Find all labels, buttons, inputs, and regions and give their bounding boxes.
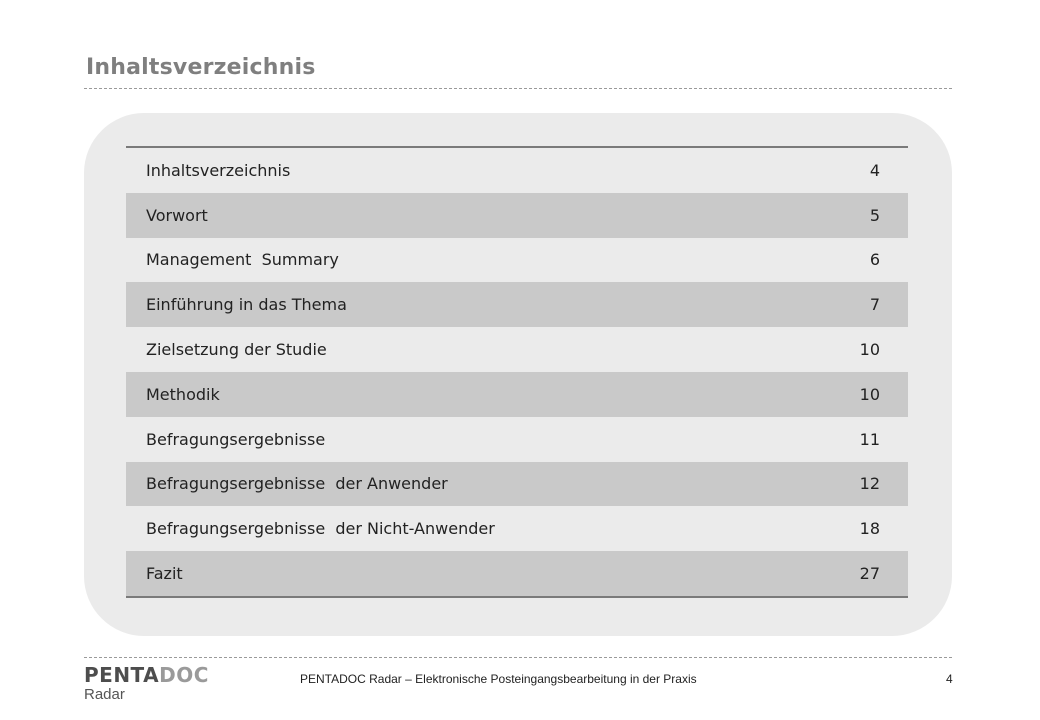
footer-text: PENTADOC Radar – Elektronische Posteingangsbearbeitung in der Praxis [300, 672, 697, 686]
page-title: Inhaltsverzeichnis [86, 55, 316, 80]
toc-entry-page: 4 [869, 160, 880, 180]
toc-entry-label: Zielsetzung der Studie [146, 340, 327, 360]
toc-entry-label: Management Summary [146, 250, 339, 270]
toc-entry-label: Befragungsergebnisse der Nicht-Anwender [146, 519, 495, 539]
toc-row[interactable] [126, 148, 908, 193]
toc-entry-label: Befragungsergebnisse der Anwender [146, 474, 448, 494]
toc-row[interactable] [126, 462, 908, 507]
footer-page-number: 4 [946, 672, 953, 686]
toc-entry-label: Inhaltsverzeichnis [146, 160, 291, 180]
toc-row[interactable] [126, 417, 908, 462]
toc-entry-page: 27 [859, 564, 880, 584]
toc-entry-page: 18 [859, 519, 880, 539]
toc-row[interactable] [126, 193, 908, 238]
toc-entry-page: 11 [859, 429, 880, 449]
logo-subtitle: Radar [84, 686, 125, 703]
toc-entry-page: 10 [859, 384, 880, 404]
toc-entry-page: 7 [869, 295, 880, 315]
toc-entry-label: Einführung in das Thema [146, 295, 347, 315]
header-divider [84, 88, 952, 89]
logo-part-light: DOC [159, 663, 209, 687]
toc-row[interactable] [126, 238, 908, 283]
toc-entry-page: 5 [869, 205, 880, 225]
toc-row[interactable] [126, 372, 908, 417]
toc-entry-page: 10 [859, 340, 880, 360]
logo-wordmark [84, 664, 209, 686]
footer-divider [84, 657, 952, 658]
toc-entry-label: Methodik [146, 384, 220, 404]
pentadoc-logo [84, 664, 209, 704]
logo-part-dark: PENTA [84, 663, 160, 687]
toc-table [126, 146, 908, 598]
toc-row[interactable] [126, 282, 908, 327]
toc-entry-label: Befragungsergebnisse [146, 429, 326, 449]
toc-entry-label: Fazit [146, 564, 183, 584]
toc-row[interactable] [126, 551, 908, 596]
toc-row[interactable] [126, 327, 908, 372]
toc-row[interactable] [126, 506, 908, 551]
toc-entry-label: Vorwort [146, 205, 208, 225]
toc-entry-page: 12 [859, 474, 880, 494]
toc-entry-page: 6 [869, 250, 880, 270]
